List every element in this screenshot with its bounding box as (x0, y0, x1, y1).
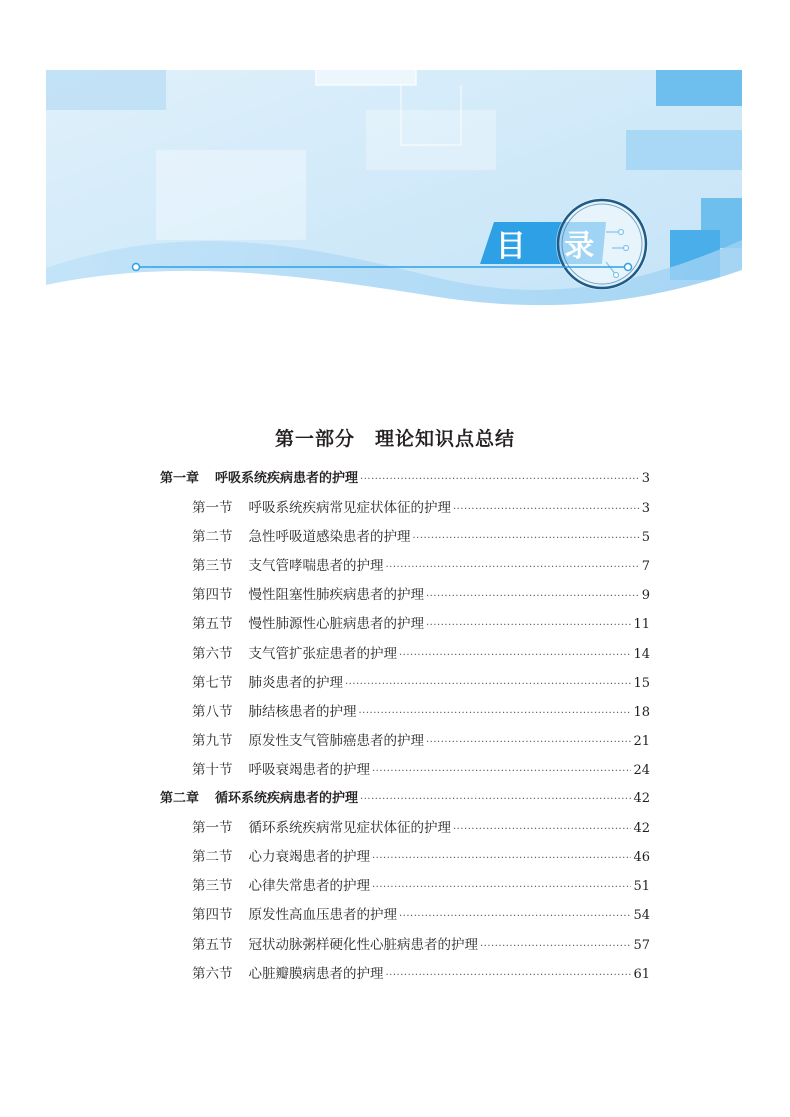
toc-entry-number: 第三节 (192, 878, 233, 895)
toc-page-number: 51 (633, 879, 650, 895)
toc-entry-label (160, 788, 358, 810)
toc-section-row[interactable] (160, 613, 650, 642)
toc-entry-label (160, 468, 358, 490)
toc-page-number: 18 (633, 704, 650, 720)
toc-entry-title: 心力衰竭患者的护理 (248, 849, 370, 866)
toc-entry-label (192, 904, 397, 926)
toc-entry-title: 慢性阻塞性肺疾病患者的护理 (248, 587, 424, 604)
toc-leader-dots (399, 645, 631, 667)
toc-page-number: 57 (633, 937, 650, 953)
toc-entry-title: 原发性支气管肺癌患者的护理 (248, 732, 424, 749)
toc-leader-dots (413, 528, 640, 550)
toc-leader-dots (453, 819, 631, 841)
toc-page-number: 14 (633, 646, 650, 662)
toc-section-row[interactable] (160, 934, 650, 963)
toc-entry-number: 第五节 (192, 936, 233, 953)
toc-section-row[interactable] (160, 904, 650, 933)
toc-leader-dots (360, 789, 631, 811)
toc-chapter-row[interactable] (160, 468, 650, 497)
toc-entry-title: 循环系统疾病常见症状体征的护理 (248, 820, 451, 837)
toc-entry-title: 肺炎患者的护理 (248, 674, 343, 691)
toc-leader-dots (386, 965, 632, 987)
contents-title: 目 录 (495, 229, 609, 264)
toc-entry-number: 第六节 (192, 645, 233, 662)
toc-leader-dots (426, 732, 631, 754)
toc-entry-label (192, 846, 370, 868)
toc-entry-number: 第十节 (192, 761, 233, 778)
toc-section-row[interactable] (160, 759, 650, 788)
header-banner (46, 70, 742, 320)
toc-entry-label (192, 759, 370, 781)
toc-entry-number: 第四节 (192, 587, 233, 604)
toc-page-number: 21 (633, 733, 650, 749)
toc-entry-title: 循环系统疾病患者的护理 (215, 791, 359, 807)
toc-section-row[interactable] (160, 875, 650, 904)
banner-background-graphic (46, 70, 742, 320)
toc-entry-label (192, 672, 343, 694)
part-title: 第一部分 理论知识点总结 (274, 428, 515, 450)
toc-page-number: 9 (641, 588, 650, 604)
toc-entry-title: 呼吸系统疾病患者的护理 (215, 471, 359, 486)
toc-leader-dots (386, 557, 640, 579)
toc-entry-label (192, 555, 384, 577)
toc-entry-title: 慢性肺源性心脏病患者的护理 (248, 616, 424, 633)
toc-entry-title: 心脏瓣膜病患者的护理 (248, 965, 384, 982)
toc-leader-dots (372, 761, 631, 783)
toc-entry-number: 第六节 (192, 965, 233, 982)
toc-section-row[interactable] (160, 817, 650, 846)
toc-entry-label (192, 643, 397, 665)
toc-entry-number: 第二章 (160, 791, 200, 807)
toc-leader-dots (372, 877, 631, 899)
toc-leader-dots (453, 499, 640, 521)
toc-entry-label (192, 730, 424, 752)
toc-entry-number: 第一章 (160, 471, 200, 486)
toc-page-number: 46 (633, 850, 650, 866)
toc-section-row[interactable] (160, 730, 650, 759)
toc-entry-label (192, 497, 451, 519)
toc-entry-number: 第五节 (192, 616, 233, 633)
toc-page-number: 7 (641, 559, 650, 575)
toc-section-row[interactable] (160, 672, 650, 701)
toc-chapter-row[interactable] (160, 788, 650, 817)
toc-page-number: 3 (641, 471, 650, 486)
toc-page-number: 5 (641, 530, 650, 546)
toc-page-number: 11 (633, 617, 650, 633)
toc-section-row[interactable] (160, 497, 650, 526)
toc-page-number: 15 (633, 675, 650, 691)
toc-section-row[interactable] (160, 701, 650, 730)
toc-entry-number: 第一节 (192, 500, 233, 517)
toc-leader-dots (360, 469, 640, 491)
toc-entry-label (192, 963, 384, 985)
toc-page-number: 3 (641, 501, 650, 517)
toc-entry-title: 支气管扩张症患者的护理 (248, 645, 397, 662)
toc-entry-title: 原发性高血压患者的护理 (248, 907, 397, 924)
toc-page-number: 54 (633, 908, 650, 924)
toc-leader-dots (359, 703, 632, 725)
toc-section-row[interactable] (160, 643, 650, 672)
toc-section-row[interactable] (160, 555, 650, 584)
toc-entry-number: 第三节 (192, 558, 233, 575)
toc-entry-label (192, 934, 478, 956)
toc-entry-number: 第二节 (192, 849, 233, 866)
toc-entry-number: 第九节 (192, 732, 233, 749)
toc-entry-label (192, 584, 424, 606)
toc-leader-dots (426, 615, 631, 637)
toc-leader-dots (345, 674, 631, 696)
toc-entry-number: 第二节 (192, 529, 233, 546)
toc-entry-title: 支气管哮喘患者的护理 (248, 558, 384, 575)
toc-page-number: 42 (633, 821, 650, 837)
toc-entry-number: 第八节 (192, 703, 233, 720)
toc-leader-dots (372, 848, 631, 870)
toc-entry-number: 第四节 (192, 907, 233, 924)
toc-section-row[interactable] (160, 584, 650, 613)
toc-entry-number: 第七节 (192, 674, 233, 691)
toc-page-number: 61 (633, 966, 650, 982)
toc-entry-title: 心律失常患者的护理 (248, 878, 370, 895)
toc-leader-dots (480, 936, 631, 958)
toc-section-row[interactable] (160, 963, 650, 992)
toc-entry-label (192, 875, 370, 897)
toc-entry-title: 呼吸系统疾病常见症状体征的护理 (248, 500, 451, 517)
toc-section-row[interactable] (160, 526, 650, 555)
toc-entry-title: 呼吸衰竭患者的护理 (248, 761, 370, 778)
toc-entry-title: 冠状动脉粥样硬化性心脏病患者的护理 (248, 936, 478, 953)
toc-entry-label (192, 817, 451, 839)
toc-entry-number: 第一节 (192, 820, 233, 837)
toc-entry-title: 肺结核患者的护理 (248, 703, 357, 720)
toc-entry-label (192, 613, 424, 635)
toc-page-number: 24 (633, 762, 650, 778)
toc-leader-dots (426, 586, 640, 608)
toc-entry-label (192, 526, 411, 548)
toc-entry-label (192, 701, 357, 723)
table-of-contents (160, 468, 650, 992)
toc-leader-dots (399, 906, 631, 928)
toc-page-number: 42 (633, 791, 650, 807)
toc-section-row[interactable] (160, 846, 650, 875)
toc-entry-title: 急性呼吸道感染患者的护理 (248, 529, 411, 546)
